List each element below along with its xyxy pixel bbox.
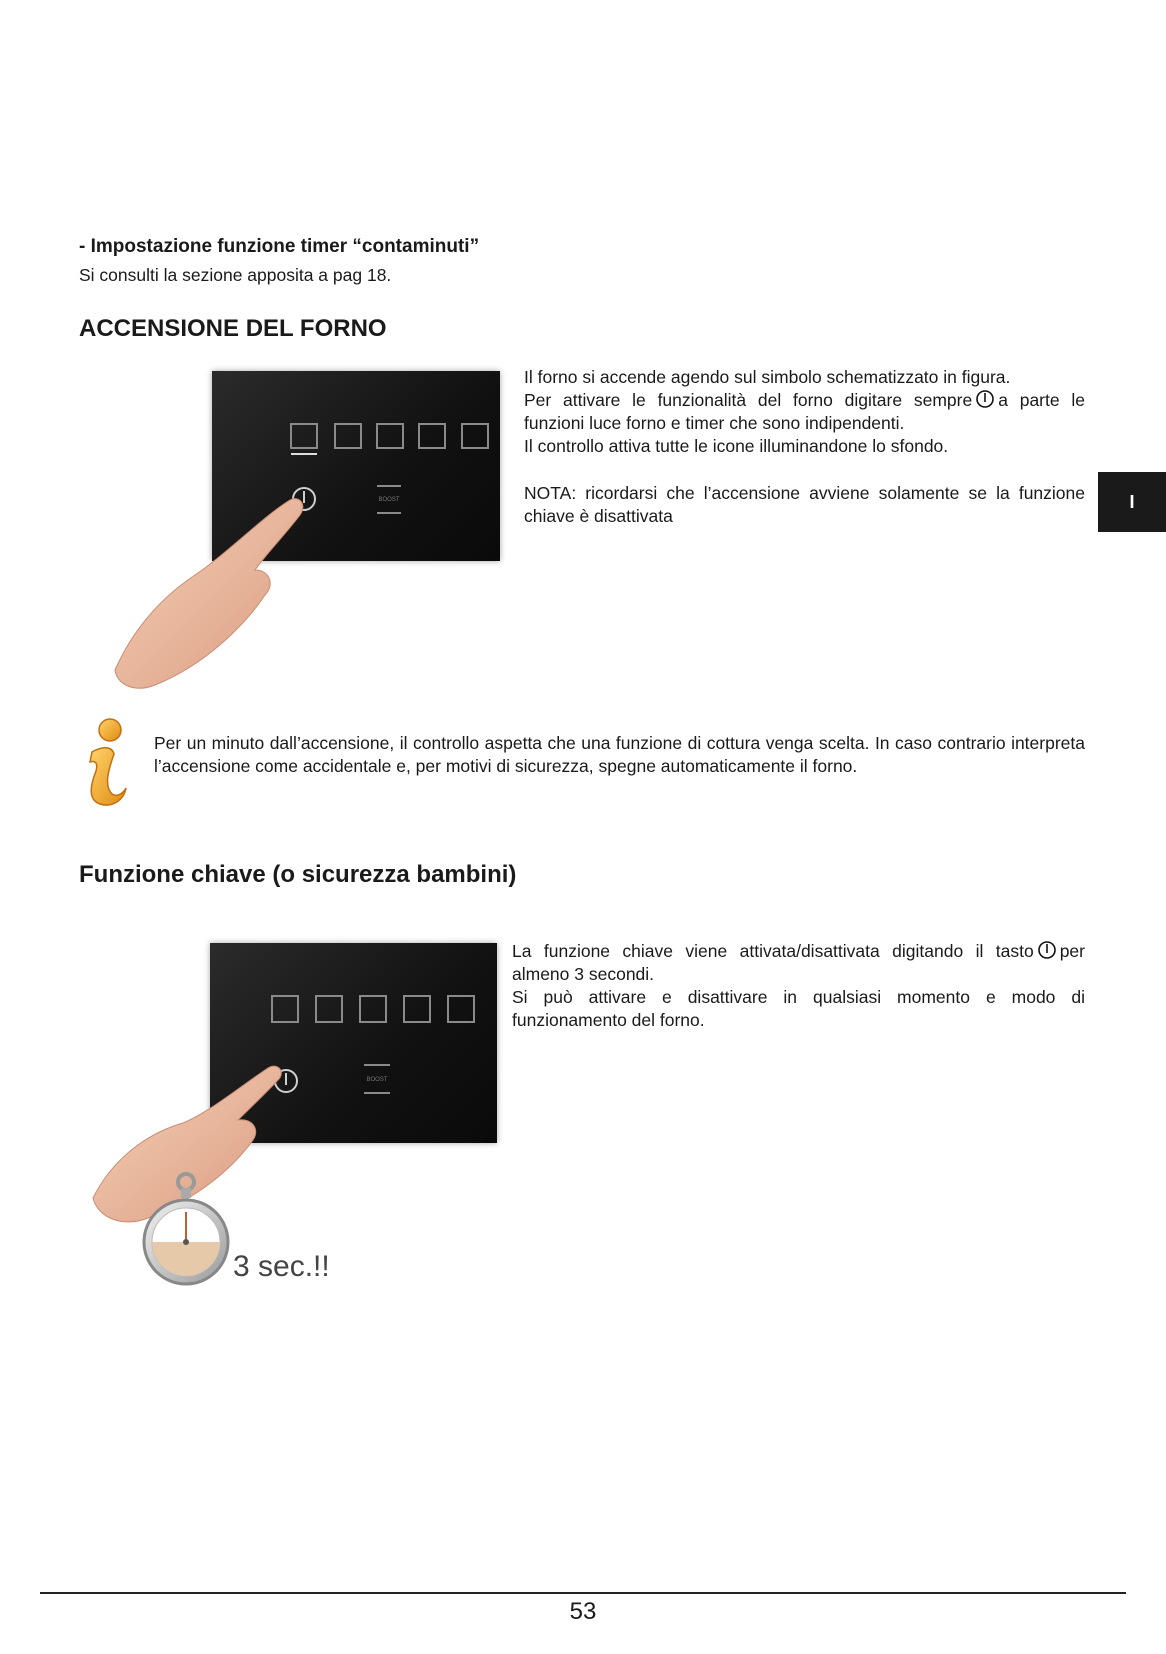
power-on-line1: Il forno si accende agendo sul simbolo schematizzato in figura. [524,367,1011,387]
timer-section-heading: - Impostazione funzione timer “contaminuti” [79,236,480,257]
light-icon [291,424,317,448]
oven-mode-icon [316,996,342,1022]
stopwatch-label: 3 sec.!! [233,1250,330,1283]
hand-illustration [95,475,355,695]
key-function-figure [88,938,508,1293]
oven-mode-icon [448,996,474,1022]
boost-label: BOOST [366,1077,388,1083]
boost-label: BOOST [378,497,400,503]
key-function-line1: La funzione chiave viene attivata/disattivata digitando il tasto per almeno 3 secondi. [512,941,1085,984]
power-on-note: NOTA: ricordarsi che l’accensione avviene solamente se la funzione chiave è disattivata [524,483,1085,526]
oven-mode-icon [419,424,445,448]
timer-section-text: Si consulti la sezione apposita a pag 18. [79,265,392,285]
power-icon [975,389,995,409]
stopwatch-icon [140,1170,232,1292]
power-on-line3: Il controllo attiva tutte le icone illuminandone lo sfondo. [524,436,949,456]
oven-mode-icon [377,424,403,448]
oven-mode-icon [335,424,361,448]
power-on-figure [95,365,505,695]
power-on-heading: ACCENSIONE DEL FORNO [79,315,387,342]
key-function-line2: Si può attivare e disattivare in qualsiasi momento e modo di funzionamento del forno. [512,987,1085,1030]
info-icon [78,716,132,808]
oven-mode-icon [360,996,386,1022]
key-function-text [512,940,1085,1032]
info-note-text: Per un minuto dall’accensione, il controllo aspetta che una funzione di cottura venga scelta. In caso contrario interpreta l’accensione come accidentale e, per motivi di sicurezza, spegne automaticamente il forno. [154,733,1085,776]
oven-mode-icon [462,424,488,448]
page-number: 53 [569,1598,597,1625]
power-icon [1037,940,1057,960]
power-on-line2: Per attivare le funzionalità del forno digitare sempre a parte le funzioni luce forno e timer che sono indipendenti. [524,390,1085,433]
language-side-tab: I [1098,472,1166,532]
footer-rule [40,1592,1126,1594]
oven-mode-icon [404,996,430,1022]
light-icon [272,996,298,1022]
key-function-heading: Funzione chiave (o sicurezza bambini) [79,861,517,888]
power-on-text [524,366,1085,528]
